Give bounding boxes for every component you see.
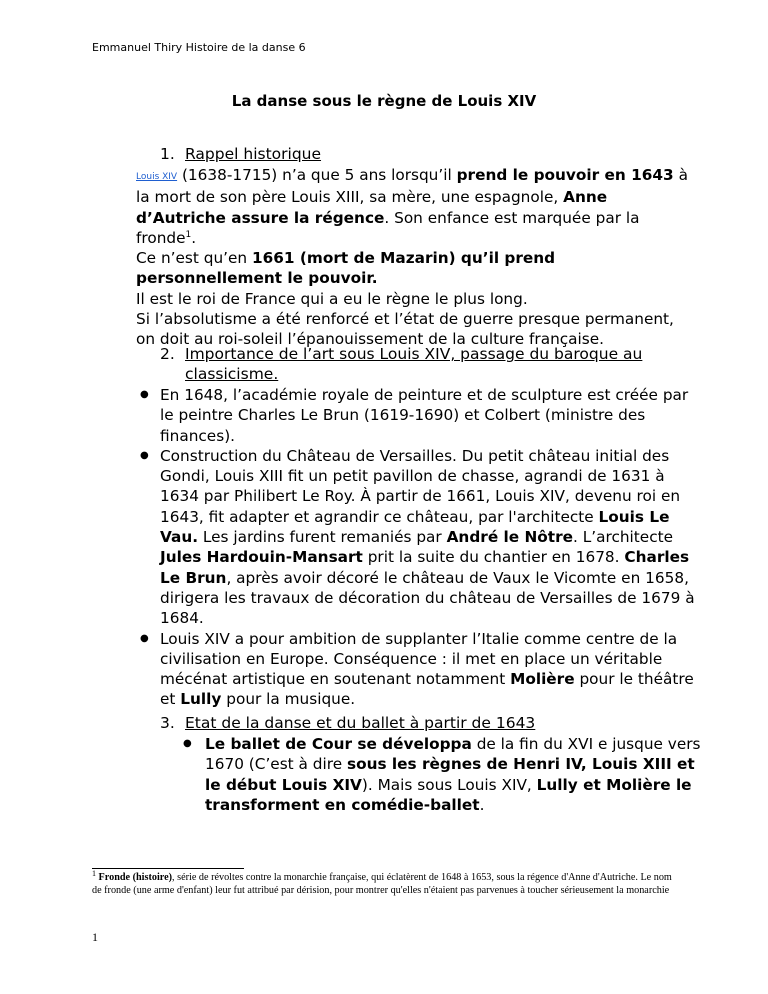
section-1-heading	[160, 145, 321, 163]
text: à la mort de son père Louis XIII, sa mère, une espagnole,	[136, 166, 688, 207]
bold-text: Charles Le Brun	[160, 548, 690, 587]
text: Ce n’est qu’en	[136, 249, 252, 268]
text: (1638-1715) n’a que 5 ans lorsqu’il	[177, 166, 457, 184]
section-2-number: 2.	[160, 345, 175, 363]
text: de la fin du XVI e jusque vers 1670 (C’est à dire	[205, 735, 701, 774]
bold-text: Lully	[180, 690, 222, 709]
footnote	[92, 871, 682, 897]
text: . L’architecte	[573, 528, 674, 547]
text: En 1648, l’académie royale de peinture et de sculpture est créée par le peintre Charles Le Brun (1619-1690) et Colbert (ministre des finances).	[160, 386, 689, 445]
list-item	[136, 446, 706, 629]
footnote-mark: 1	[92, 869, 96, 878]
section-2-list	[136, 385, 706, 710]
bold-text: sous les règnes de Henri IV, Louis XIII et le début Louis XIV	[205, 755, 695, 794]
bullet-icon: ●	[140, 449, 149, 461]
footnote-ref[interactable]: 1	[185, 229, 192, 240]
text: pour la musique.	[221, 690, 356, 709]
document-title: La danse sous le règne de Louis XIV	[231, 92, 537, 110]
section-3-list-item	[183, 734, 705, 815]
bold-text: 1661 (mort de Mazarin) qu’il prend personnellement le pouvoir.	[136, 249, 556, 288]
bold-text: prend le pouvoir en 1643	[456, 166, 674, 184]
text: Louis XIV a pour ambition de supplanter l’Italie comme centre de la civilisation en Europe. Conséquence : il met en place un véritable mécénat artistique en soutenant notamment	[160, 629, 678, 689]
bold-text: Le ballet de Cour se développa	[205, 735, 472, 753]
text: .	[479, 795, 485, 814]
text: prit la suite du chantier en 1678.	[362, 548, 625, 567]
bullet-icon: ●	[140, 389, 149, 400]
bold-text: André le Nôtre	[446, 528, 574, 547]
text: Construction du Château de Versailles. Du petit château initial des Gondi, Louis XIII fit un petit pavillon de chasse, agrandi de 1631 à 1634 par Philibert Le Roy. À partir de 1661, Louis XIV, devenu roi en 1643, fit adapter et agrandir ce château, par l'architecte	[160, 446, 681, 526]
bullet-icon: ●	[183, 738, 192, 749]
page-header: Emmanuel Thiry Histoire de la danse 6	[92, 41, 306, 54]
section-3-number: 3.	[160, 714, 175, 732]
louis-xiv-link[interactable]: Louis XIV	[136, 172, 178, 182]
bold-text: Anne d’Autriche assure la régence	[136, 188, 608, 227]
list-item	[136, 385, 706, 446]
text: Il est le roi de France qui a eu le règne le plus long.	[136, 289, 528, 308]
list-item	[136, 629, 706, 710]
bold-text: Louis Le Vau.	[160, 507, 670, 547]
text: Si l’absolutisme a été renforcé et l’état de guerre presque permanent, on doit au roi-soleil l’épanouissement de la culture française.	[136, 310, 674, 349]
text: , après avoir décoré le château de Vaux le Vicomte en 1658, dirigera les travaux de décoration du château de Versailles de 1679 à 1684.	[160, 568, 695, 628]
section-1-title: Rappel historique	[185, 145, 322, 163]
bold-text: Lully et Molière le transforment en comédie-ballet	[205, 775, 692, 814]
text: .	[191, 228, 197, 247]
footnote-text: , série de révoltes contre la monarchie française, qui éclatèrent de 1648 à 1653, sous la régence d'Anne d'Autriche. Le nom de fronde (une arme d'enfant) leur fut attribué par dérision, pour montrer qu'elles n'étaient pas parvenues à toucher sérieusement la monarchie	[92, 872, 672, 896]
section-2-heading	[160, 344, 700, 384]
footnote-divider	[92, 868, 244, 869]
text: Les jardins furent remaniés par	[198, 528, 447, 547]
footnote-term: Fronde (histoire)	[98, 872, 173, 883]
bold-text: Jules Hardouin-Mansart	[160, 548, 363, 567]
bold-text: Molière	[510, 670, 575, 689]
text: ). Mais sous Louis XIV,	[361, 775, 537, 794]
text: pour le théâtre et	[160, 670, 694, 709]
section-2-title: Importance de l’art sous Louis XIV, passage du baroque au classicisme.	[185, 345, 643, 383]
section-1-body	[136, 165, 696, 350]
text: . Son enfance est marquée par la fronde	[136, 208, 640, 247]
page-number: 1	[92, 930, 98, 944]
section-3-heading	[160, 714, 535, 732]
section-3-title: Etat de la danse et du ballet à partir de 1643	[185, 714, 536, 732]
section-1-number: 1.	[160, 145, 175, 163]
bullet-icon: ●	[140, 632, 149, 644]
